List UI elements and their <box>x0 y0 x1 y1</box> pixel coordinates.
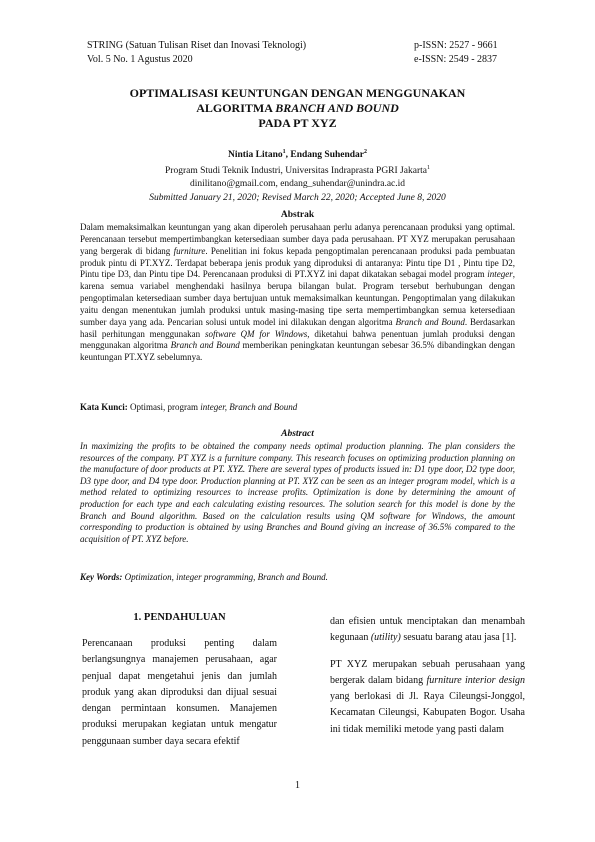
kata-kunci-label: Kata Kunci: <box>80 402 128 412</box>
author-2-sup: 2 <box>364 149 368 155</box>
abstrak-text-2: . Penelitian ini fokus kepada pengoptimalan perencanaan produksi pada pembuatan produk pintu di PT.XYZ. Terdapat beberapa jenis produk yang diproduksi di antaranya: Pintu tipe D1 , Pintu tipe D2, Pintu tipe D3, dan Pintu tipe D4. Perencanaan produksi di PT.XYZ ini dapat dikatakan sebagai model program <box>80 245 515 280</box>
running-header-right <box>414 39 498 67</box>
title-line-1: OPTIMALISASI KEUNTUNGAN DENGAN MENGGUNAKAN <box>129 86 466 100</box>
left-column <box>82 636 277 760</box>
key-words-text: Optimization, integer programming, Branch and Bound. <box>122 572 328 582</box>
title-line-3: PADA PT XYZ <box>258 116 337 130</box>
abstrak-italic-4: software QM for Windows <box>205 328 308 339</box>
title-line-2-italic: BRANCH AND BOUND <box>275 101 399 115</box>
kata-kunci-text: Optimasi, program <box>127 402 201 412</box>
abstract-heading: Abstract <box>281 429 314 439</box>
paragraph-right-2-italic: furniture interior design <box>426 674 525 686</box>
author-emails: dinilitano@gmail.com, endang_suhendar@unindra.ac.id <box>189 179 406 190</box>
paragraph-right-2 <box>330 657 525 738</box>
author-1-sup: 1 <box>282 149 286 155</box>
e-issn: e-ISSN: 2549 - 2837 <box>414 54 498 65</box>
abstrak-body <box>80 222 515 364</box>
abstrak-italic-1: furniture <box>173 245 206 256</box>
paper-title <box>80 86 515 131</box>
abstrak-italic-2: integer <box>487 269 513 280</box>
right-column <box>330 614 525 748</box>
journal-name: STRING (Satuan Tulisan Riset dan Inovasi Teknologi) <box>87 40 307 51</box>
abstrak-text-6: memberikan peningkatan keuntungan sebesar 36.5% dibandingkan dengan keuntungan PT.XYZ sebelumnya. <box>80 340 516 363</box>
affiliation-sup: 1 <box>426 165 430 172</box>
kata-kunci-italic: integer, Branch and Bound <box>200 402 298 412</box>
affiliation <box>70 162 525 178</box>
author-separator: , <box>285 150 291 161</box>
section-heading-pendahuluan: 1. PENDAHULUAN <box>133 612 226 623</box>
abstrak-text-3: , karena semua variabel menghendaki hasilnya berupa bilangan bulat. Program tersebut berhubungan dengan pengoptimalan ketersediaan sumber daya bertujuan untuk memaksimalkan keuntungan. Pengoptimalan yang dilakukan yaitu dengan menentukan jumlah produksi untuk masing-masing tipe serta mempertimbangkan semua ketersediaan sumber daya yang ada. Pencarian solusi untuk model ini dilakukan dengan algoritma <box>80 269 515 327</box>
affiliation-text: Program Studi Teknik Industri, Universitas Indraprasta PGRI Jakarta <box>165 166 427 177</box>
paragraph-right-1-text-a: dan efisien untuk menciptakan dan menambah kegunaan <box>330 616 525 644</box>
author-2: Endang Suhendar <box>290 150 365 161</box>
abstrak-text-4: . Berdasarkan hasil perhitungan menggunakan <box>80 316 515 339</box>
key-words <box>80 571 515 583</box>
paragraph-right-1-italic: (utility) <box>370 632 401 644</box>
abstrak-italic-5: Branch and Bound <box>170 340 240 351</box>
page-number: 1 <box>295 780 300 791</box>
abstract-body: In maximizing the profits to be obtained the company needs optimal production planning. The plan considers the resources of the company. PT XYZ is a furniture company. This research focuses on optimizing production planning on the manufacture of door products at PT. XYZ. There are several types of products issued in: D1 type door, D2 type door, D3 type door, and D4 type door. Production planning at PT. XYZ can be seen as an integer program model, which is a method related to optimizing resources to increase profits. Optimization is done by determining the amount of production for each type and each calculating existing resources. The solution search for this model is done by the Branch and Bound algorithm. Based on the calculation results using QM software for Windows, the amount corresponding to production is obtained by using Branches and Bound giving an increase of 36.5% compared to the acquisition of PT. XYZ before. <box>80 441 515 544</box>
paragraph-right-1 <box>330 614 525 647</box>
journal-volume: Vol. 5 No. 1 Agustus 2020 <box>87 54 193 65</box>
abstrak-heading: Abstrak <box>280 210 315 220</box>
abstrak-text-5: , diketahui bahwa penentuan jumlah produksi dengan menggunakan algoritma <box>80 328 515 351</box>
kata-kunci <box>80 401 515 413</box>
submission-dates: Submitted January 21, 2020; Revised March 22, 2020; Accepted June 8, 2020 <box>149 193 446 203</box>
author-block <box>70 146 525 191</box>
author-1: Nintia Litano <box>227 150 283 161</box>
paragraph-right-1-text-b: sesuatu barang atau jasa [1]. <box>400 632 517 644</box>
key-words-label: Key Words: <box>80 572 123 582</box>
abstrak-italic-3: Branch and Bound <box>395 316 465 327</box>
p-issn: p-ISSN: 2527 - 9661 <box>414 40 498 51</box>
paragraph-right-2-text-b: yang berlokasi di Jl. Raya Cileungsi-Jonggol, Kecamatan Cileungsi, Kabupaten Bogor. Usaha ini tidak memiliki metode yang pasti dalam <box>330 691 525 735</box>
paragraph-right-2-text-a: PT XYZ merupakan sebuah perusahaan yang bergerak dalam bidang <box>330 658 525 686</box>
title-line-2-text: ALGORITMA <box>196 101 276 115</box>
paragraph-left-1: Perencanaan produksi penting dalam berlangsungnya manajemen perusahaan, agar penjual dapat mengetahui jenis dan jumlah produk yang akan diproduksi dan dijual sesuai dengan permintaan konsumen. Manajemen produksi merupakan kegiatan untuk mengatur penggunaan sumber daya secara efektif <box>82 638 277 747</box>
running-header-left <box>87 39 306 67</box>
abstrak-text-1: Dalam memaksimalkan keuntungan yang akan diperoleh perusahaan perlu adanya perencanaan produksi yang optimal. Perencanaan tersebut mempertimbangkan ketersediaan sumber daya pada perusahaan. PT XYZ merupakan perusahaan yang bergerak di bidang <box>80 222 515 256</box>
author-names <box>70 146 525 162</box>
title-line-2 <box>80 101 515 116</box>
